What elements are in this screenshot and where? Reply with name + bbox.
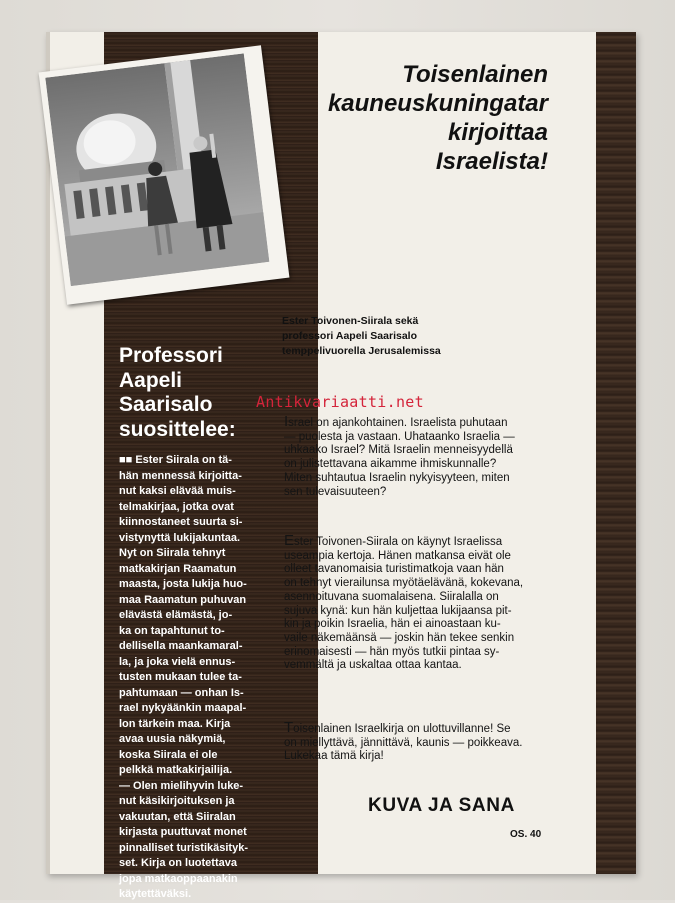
caption-line-2: professori Aapeli Saarisalo (282, 330, 417, 342)
paragraph-line: kin ja poikin Israelia, hän ei ainoastaan ku- (284, 618, 501, 631)
recommendation-line: vakuutan, että Siiralan (119, 810, 236, 823)
headline-line-4: Israelista! (435, 148, 548, 175)
paragraph-line: oisenlainen Israelkirja on ulottuvillanne! Se (293, 723, 511, 735)
paragraph-line: on tehnyt vierailunsa myötäelävänä, kokevana, (284, 577, 524, 590)
paragraph-line: sen tulevaisuuteen? (284, 485, 387, 498)
recommendation-line: avaa uusia näkymiä, (119, 733, 226, 745)
recommendation-line: rael nykyäänkin maapal- (119, 702, 247, 714)
drop-initial: I (284, 413, 289, 430)
recommendation-line: maa Raamatun puhuvan (119, 593, 247, 606)
paragraph-line: — puolesta ja vastaan. Uhataanko Israelia — (284, 430, 515, 443)
watermark: Antikvariaatti.net (256, 393, 424, 411)
book-spine-edge (596, 32, 636, 874)
recommendation-line: kiinnostaneet suurta si- (119, 516, 243, 528)
recommendation-line: pelkkä matkakirjailija. (119, 764, 233, 776)
paragraph-line: srael on ajankohtainen. Israelista puhutaan (288, 417, 508, 429)
photo-dome-of-the-rock (45, 53, 269, 286)
paragraph-line: olleet tavanomaisia turistimatkoja vaan hän (284, 563, 504, 576)
paragraph-israel (284, 415, 554, 499)
recommendation-line: telmakirjaa, jotka ovat (119, 500, 234, 513)
drop-initial: T (284, 719, 294, 736)
recommendation-title-line-1: Professori (119, 344, 223, 367)
recommendation-line: elävästä elämästä, jo- (119, 609, 233, 621)
recommendation-line: lon tärkein maa. Kirja (119, 717, 231, 730)
paragraph-line: Miten suhtautua Israelin nykyisyyteen, miten (284, 471, 510, 484)
paragraph-line: sujuva kynä: kun hän kuljettaa lukijaansa pit- (284, 604, 512, 617)
recommendation-line: nut käsikirjoituksen ja (119, 795, 235, 807)
caption-line-1: Ester Toivonen-Siirala sekä (282, 315, 419, 327)
drop-initial: E (284, 532, 295, 549)
paragraph-line: vemmältä ja uskaltaa ottaa kantaa. (284, 659, 462, 672)
cover-photo (39, 45, 290, 305)
recommendation-title-line-4: suosittelee: (119, 417, 236, 441)
paragraph-line: on miellyttävä, jännittävä, kaunis — poikkeava. (284, 736, 523, 749)
recommendation-line: Nyt on Siirala tehnyt (119, 547, 226, 559)
recommendation-line: käytettäväksi. (119, 888, 192, 900)
recommendation-line: pinnalliset turistikäsityk- (119, 841, 248, 854)
recommendation-line: dellisella maankamaral- (119, 640, 243, 652)
paragraph-closing (284, 721, 554, 764)
recommendation-line: tusten mukaan tulee ta- (119, 671, 242, 683)
paragraph-line: uhkaako Israel? Mitä Israelin menneisyydellä (284, 444, 513, 457)
recommendation-line: koska Siirala ei ole (119, 748, 218, 761)
recommendation-title (119, 344, 269, 442)
headline-line-3: kirjoittaa (447, 119, 548, 146)
photo-caption (282, 314, 552, 359)
recommendation-line: kirjasta puuttuvat monet (119, 826, 247, 838)
caption-line-3: temppelivuorella Jerusalemissa (282, 345, 441, 357)
paragraph-author (284, 534, 554, 673)
recommendation-line: maasta, josta lukija huo- (119, 578, 247, 590)
recommendation-line: jopa matkaoppaanakin (119, 872, 238, 885)
recommendation-line: vistynyttä lukijakuntaa. (119, 531, 241, 544)
headline-line-2: kauneuskuningatar (327, 90, 548, 117)
paragraph-line: erinomaisesti — hän myös tutkii pintaa sy- (284, 645, 500, 658)
paragraph-line: useampia kertoja. Hänen matkansa eivät ole (284, 549, 511, 562)
recommendation-line: hän mennessä kirjoitta- (119, 469, 242, 482)
recommendation-line: la, ja joka vielä ennus- (119, 655, 236, 668)
paragraph-line: ster Toivonen-Siirala on käynyt Israelissa (294, 536, 503, 548)
publisher-name: KUVA JA SANA (368, 795, 515, 816)
paragraph-line: Lukekaa tämä kirja! (284, 750, 384, 763)
paragraph-line: vaile näkemäänsä — joskin hän tekee senkin (284, 631, 515, 644)
recommendation-title-line-2: Aapeli (119, 368, 183, 392)
recommendation-line: — Olen mielihyvin luke- (119, 779, 244, 792)
recommendation-text (119, 453, 269, 903)
paragraph-line: asennoituvana suomalaisena. Siiralalla on (284, 590, 499, 603)
headline (300, 60, 548, 176)
recommendation-title-line-3: Saarisalo (119, 393, 213, 416)
recommendation-line: pahtumaan — onhan Is- (119, 686, 244, 699)
recommendation-line: set. Kirja on luotettava (119, 857, 237, 869)
paragraph-line: on julistettavana aikamme ihmiskunnalle? (284, 458, 497, 471)
headline-line-1: Toisenlainen (402, 61, 548, 88)
recommendation-line: ■■ Ester Siirala on tä- (119, 454, 232, 466)
recommendation-line: matkakirjan Raamatun (119, 562, 237, 575)
price-label: OS. 40 (510, 829, 542, 840)
recommendation-line: nut kaksi elävää muis- (119, 485, 236, 497)
recommendation-line: ka on tapahtunut to- (119, 624, 225, 637)
